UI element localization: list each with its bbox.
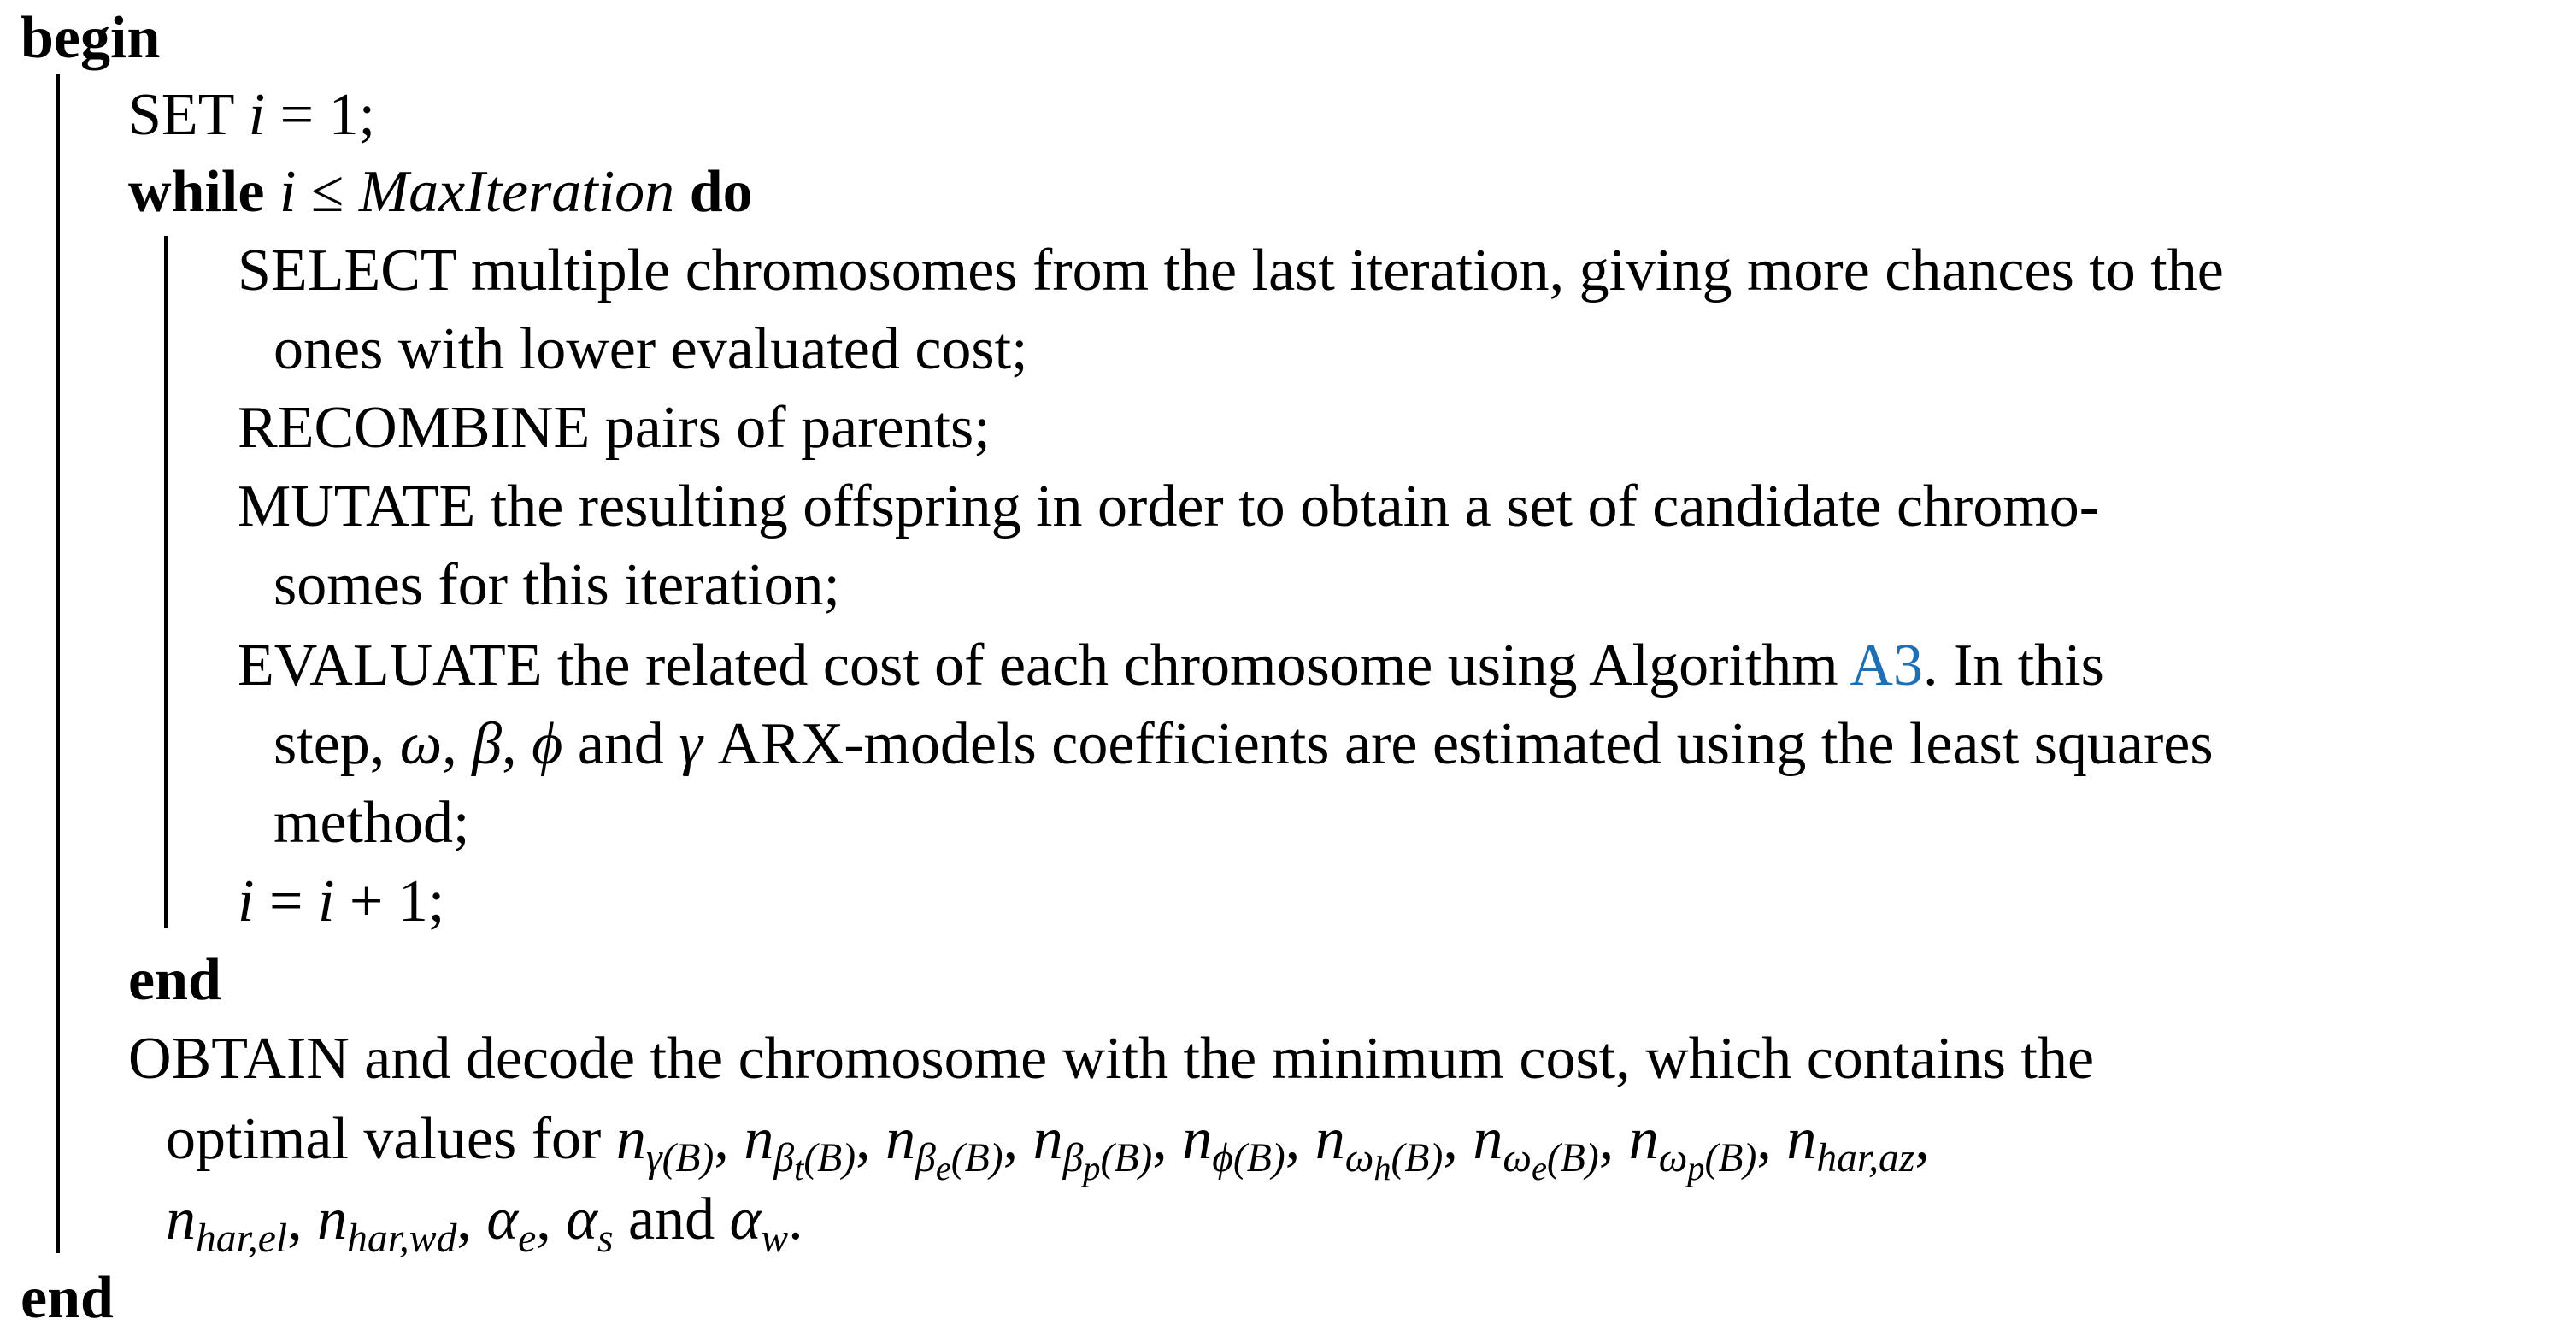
while-block-bar [164,236,168,928]
increment-statement: i = i + 1; [238,869,445,934]
begin-keyword: begin [21,5,161,71]
outer-block-bar [56,74,60,1253]
select-statement-line-2: ones with lower evaluated cost; [273,316,1028,382]
while-end-keyword: end [128,947,221,1013]
mutate-statement-line-2: somes for this iteration; [273,552,840,618]
algorithm-a3-link[interactable]: A3 [1850,633,1923,698]
evaluate-statement-line-2: step, ω, β, ϕ and γ ARX-models coefficients are estimated using the least squares [273,711,2214,777]
recombine-statement: RECOMBINE pairs of parents; [238,395,991,461]
outer-end-keyword: end [21,1265,114,1331]
obtain-statement-line-3: $n_{har,el}$, $n_{har,wd}$, $\alpha_e$, $\alpha_s$ and $\alpha_w$. [166,1187,803,1262]
obtain-statement-line-1: OBTAIN and decode the chromosome with the minimum cost, which contains the [128,1026,2095,1092]
select-statement-line-1: SELECT multiple chromosomes from the last iteration, giving more chances to the [238,238,2224,303]
set-statement: SET i = 1; [128,82,376,148]
mutate-statement-line-1: MUTATE the resulting offspring in order to obtain a set of candidate chromo- [238,474,2100,539]
while-statement: while i ≤ MaxIteration do [128,159,753,225]
obtain-statement-line-2: optimal values for $n_{\gamma(B)}$, $n_{\beta_t(B)}$, $n_{\beta_e(B)}$, $n_{\beta_p(B)}$, $n_{\phi(B)}$, $n_{\omega_h(B)}$, $n_{\omega_e(B)}$, $n_{\omega_p(B)}$, $n_{har,az}$, [166,1106,1930,1188]
evaluate-statement-line-3: method; [273,790,470,856]
evaluate-statement-line-1: EVALUATE the related cost of each chromosome using Algorithm A3. In this [238,633,2104,698]
